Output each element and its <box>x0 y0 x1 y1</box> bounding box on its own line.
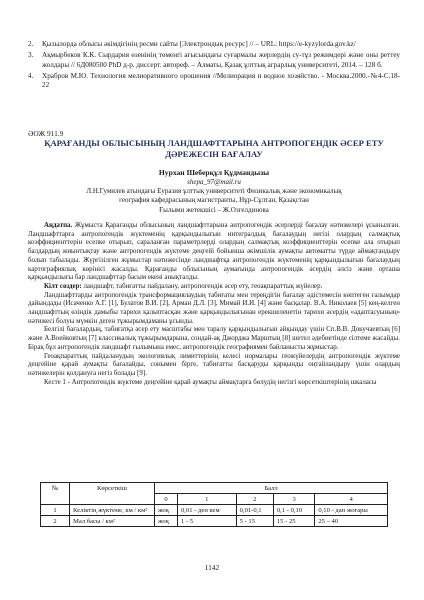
reference-number: 3. <box>28 51 34 60</box>
table-row <box>41 505 388 516</box>
table-cell: 0,1 - 0,10 <box>273 505 314 516</box>
reference-number: 2. <box>28 40 34 48</box>
table-row <box>41 516 388 527</box>
table-cell: 1 - 5 <box>178 516 237 527</box>
table-cell: 5 - 15 <box>236 516 273 527</box>
affiliation-line: Ғылыми жетекшісі – Ж.Озгелдинова <box>159 205 269 214</box>
keywords-paragraph <box>28 283 400 292</box>
reference-item <box>28 51 400 70</box>
article-title: ҚАРАҒАНДЫ ОБЛЫСЫНЫҢ ЛАНДШАФТТАРЫНА АНТРОПОГЕНДІК ӘСЕР ЕТУ ДӘРЕЖЕСІН БАҒАЛАУ <box>44 138 384 159</box>
score-header: 3 <box>273 494 314 505</box>
author-email: shepa_97@mail.ru <box>187 178 241 186</box>
body-paragraph: Ландшафттарды антропогендік трансформациялаудың табиғаты мен тереңдігін бағалау әдістемесін көптеген ғалымдар дайындады (Исаченко А.Г. [1], Булатов В.И. [2], Арман Д.Л. [3], Мимай И.И. [4] және басқалар. В.А. Николаев [5] кең-келген ландшафттың өзіндік дамыбы тарихи қалыптасқан және қарқындылығынан ерекшеленетін тарихи әсердің «адаптасуының» нәтижесі болуы мүмкін деген тұжырымдаманы ұсынды. <box>28 291 400 325</box>
author-name: Нурхан Шеберқұл Құдмандызы <box>158 168 270 177</box>
affiliation-line: Л.Н.Гумилев атындағы Еуразия ұлттық университеті Физикалық және экономикалық <box>86 187 342 195</box>
reference-text: Қызылорда облысы әкімдігінің ресми сайты [Электрондық ресурс] // – URL: https://e-kyzylorda.gov.kz/ <box>42 40 356 48</box>
reference-list <box>28 40 400 92</box>
table-cell: жоқ <box>155 505 178 516</box>
affiliation-line: география кафедрасының магистранты, Нұр-Сұлтан, Қазақстан <box>119 196 309 205</box>
reference-number: 4. <box>28 71 34 80</box>
body-paragraph: Белгілі бағалардың, табиғатқа әсер ету масштабы мен таралу қарқындылығын айқындау үшін Сп.В.В. Докучаевтың [6] және А.Воейковтың [7] классикалық тұжырымдарына, сондай-ақ Джорджа Марштың [8] шетел әдебиетінде сілтеме жасайды. Бірақ бұл антропогендік ландшафт ғылымына емес, антропогендік географиямен байланысты жұмыстар. <box>28 326 400 351</box>
table-cell: Мал басы / км² <box>70 516 155 527</box>
column-header: Балл <box>155 483 388 494</box>
abstract-label: Аңдатпа. <box>44 222 73 229</box>
abstract-text: Жұмыста Қарағанды облысының ландшафттарына антропогендік әсерлерді бағалау нәтижелері ұсынылған. Ландшафттарға антропогендік жүктеменің қарқындылығын интегралдық бағалаудың негізі олардың салмақтық коэффициенттерін есепке отырып, сараланған параметрлерді олардың салмақтық коэффициенттерін есепке ала отырып балдардың жиынтықтау және антропогендік жүктеме деңгейі бойынша әкімшілік аумақты автоматты түрде аймақтандыру болып табылады. Жүргізілген жұмыстар нәтижесінде ландшафтқа антропогендік жүктеменің қарқындылығын бағалаудың картографиялық көрінісі жасалды. Қарағанды облысының аумағында антропогендік әсердің әлсіз және орташа қарқындылығы бар ландшафттар басым екені анықталды. <box>28 222 400 282</box>
reference-text: Ақмырбеков К.К. Сырдария өзенінің төменгі ағысындағы суғармалы жерлердің су-тұз режимдері және оны реттеу жолдары // 6Д080500 PhD д-р. диссерт. автореф. – Алматы, Қазақ ұлттық аграрлық университеті, 2014. – 128 б. <box>42 51 400 69</box>
keywords-label: Кілт сөздер: <box>44 282 82 290</box>
reference-text: Храбров М.Ю. Технология мелиоративного орошения //Мелиорация и водное хозяйство. - Москва.2000.-№4-С.18-22 <box>42 71 400 90</box>
table-cell: жоқ <box>155 516 178 527</box>
reference-item <box>28 40 400 50</box>
column-header: № <box>41 483 70 505</box>
indicator-table <box>40 482 388 527</box>
column-header: Көрсеткіш <box>70 483 155 505</box>
table-caption: Кесте 1 - Антропогендік жүктеме деңгейіне қарай аумақты аймақтарға бөлудің негізгі көрсеткіштерінің шкаласы <box>44 378 377 386</box>
table-cell: 1 <box>41 505 70 516</box>
page-number: 1142 <box>204 563 220 572</box>
reference-item <box>28 72 400 91</box>
table-cell: 0,01 - ден кем <box>178 505 237 516</box>
article-body <box>28 222 400 387</box>
table-header-row <box>41 483 388 494</box>
table-cell: 0,10 - дан жоғары <box>315 505 388 516</box>
table-cell: 15 - 25 <box>273 516 314 527</box>
table-cell: Келіктің жүктеме, км / км² <box>70 505 155 516</box>
score-header: 1 <box>178 494 237 505</box>
table-cell: 0,01-0,1 <box>236 505 273 516</box>
table-cell: 2 <box>41 516 70 527</box>
affiliation <box>28 187 400 215</box>
body-paragraph: Геоақпараттық пайдаланудың экологиялық лимиттерінің келесі нормалары геожүйелердің антропогендік жүктеме деңгейіне қарай аумақты бағалайды, сонымен бірге, табиғатты басқаруды қарқынды оңтайландыру үшін олардың нәтижелерін қолдануға негіз болады [9]. <box>28 352 400 377</box>
score-header: 4 <box>315 494 388 505</box>
abstract-paragraph <box>28 222 400 283</box>
udc-code: ӘОЖ 911.9 <box>28 129 64 138</box>
table-cell: 25 – 40 <box>315 516 388 527</box>
keywords-text: ландшафт, табиғатты пайдалану, антропогендік әсер ету, геоақпараттық жүйелер. <box>83 282 323 290</box>
score-header: 2 <box>236 494 273 505</box>
score-header: 0 <box>155 494 178 505</box>
